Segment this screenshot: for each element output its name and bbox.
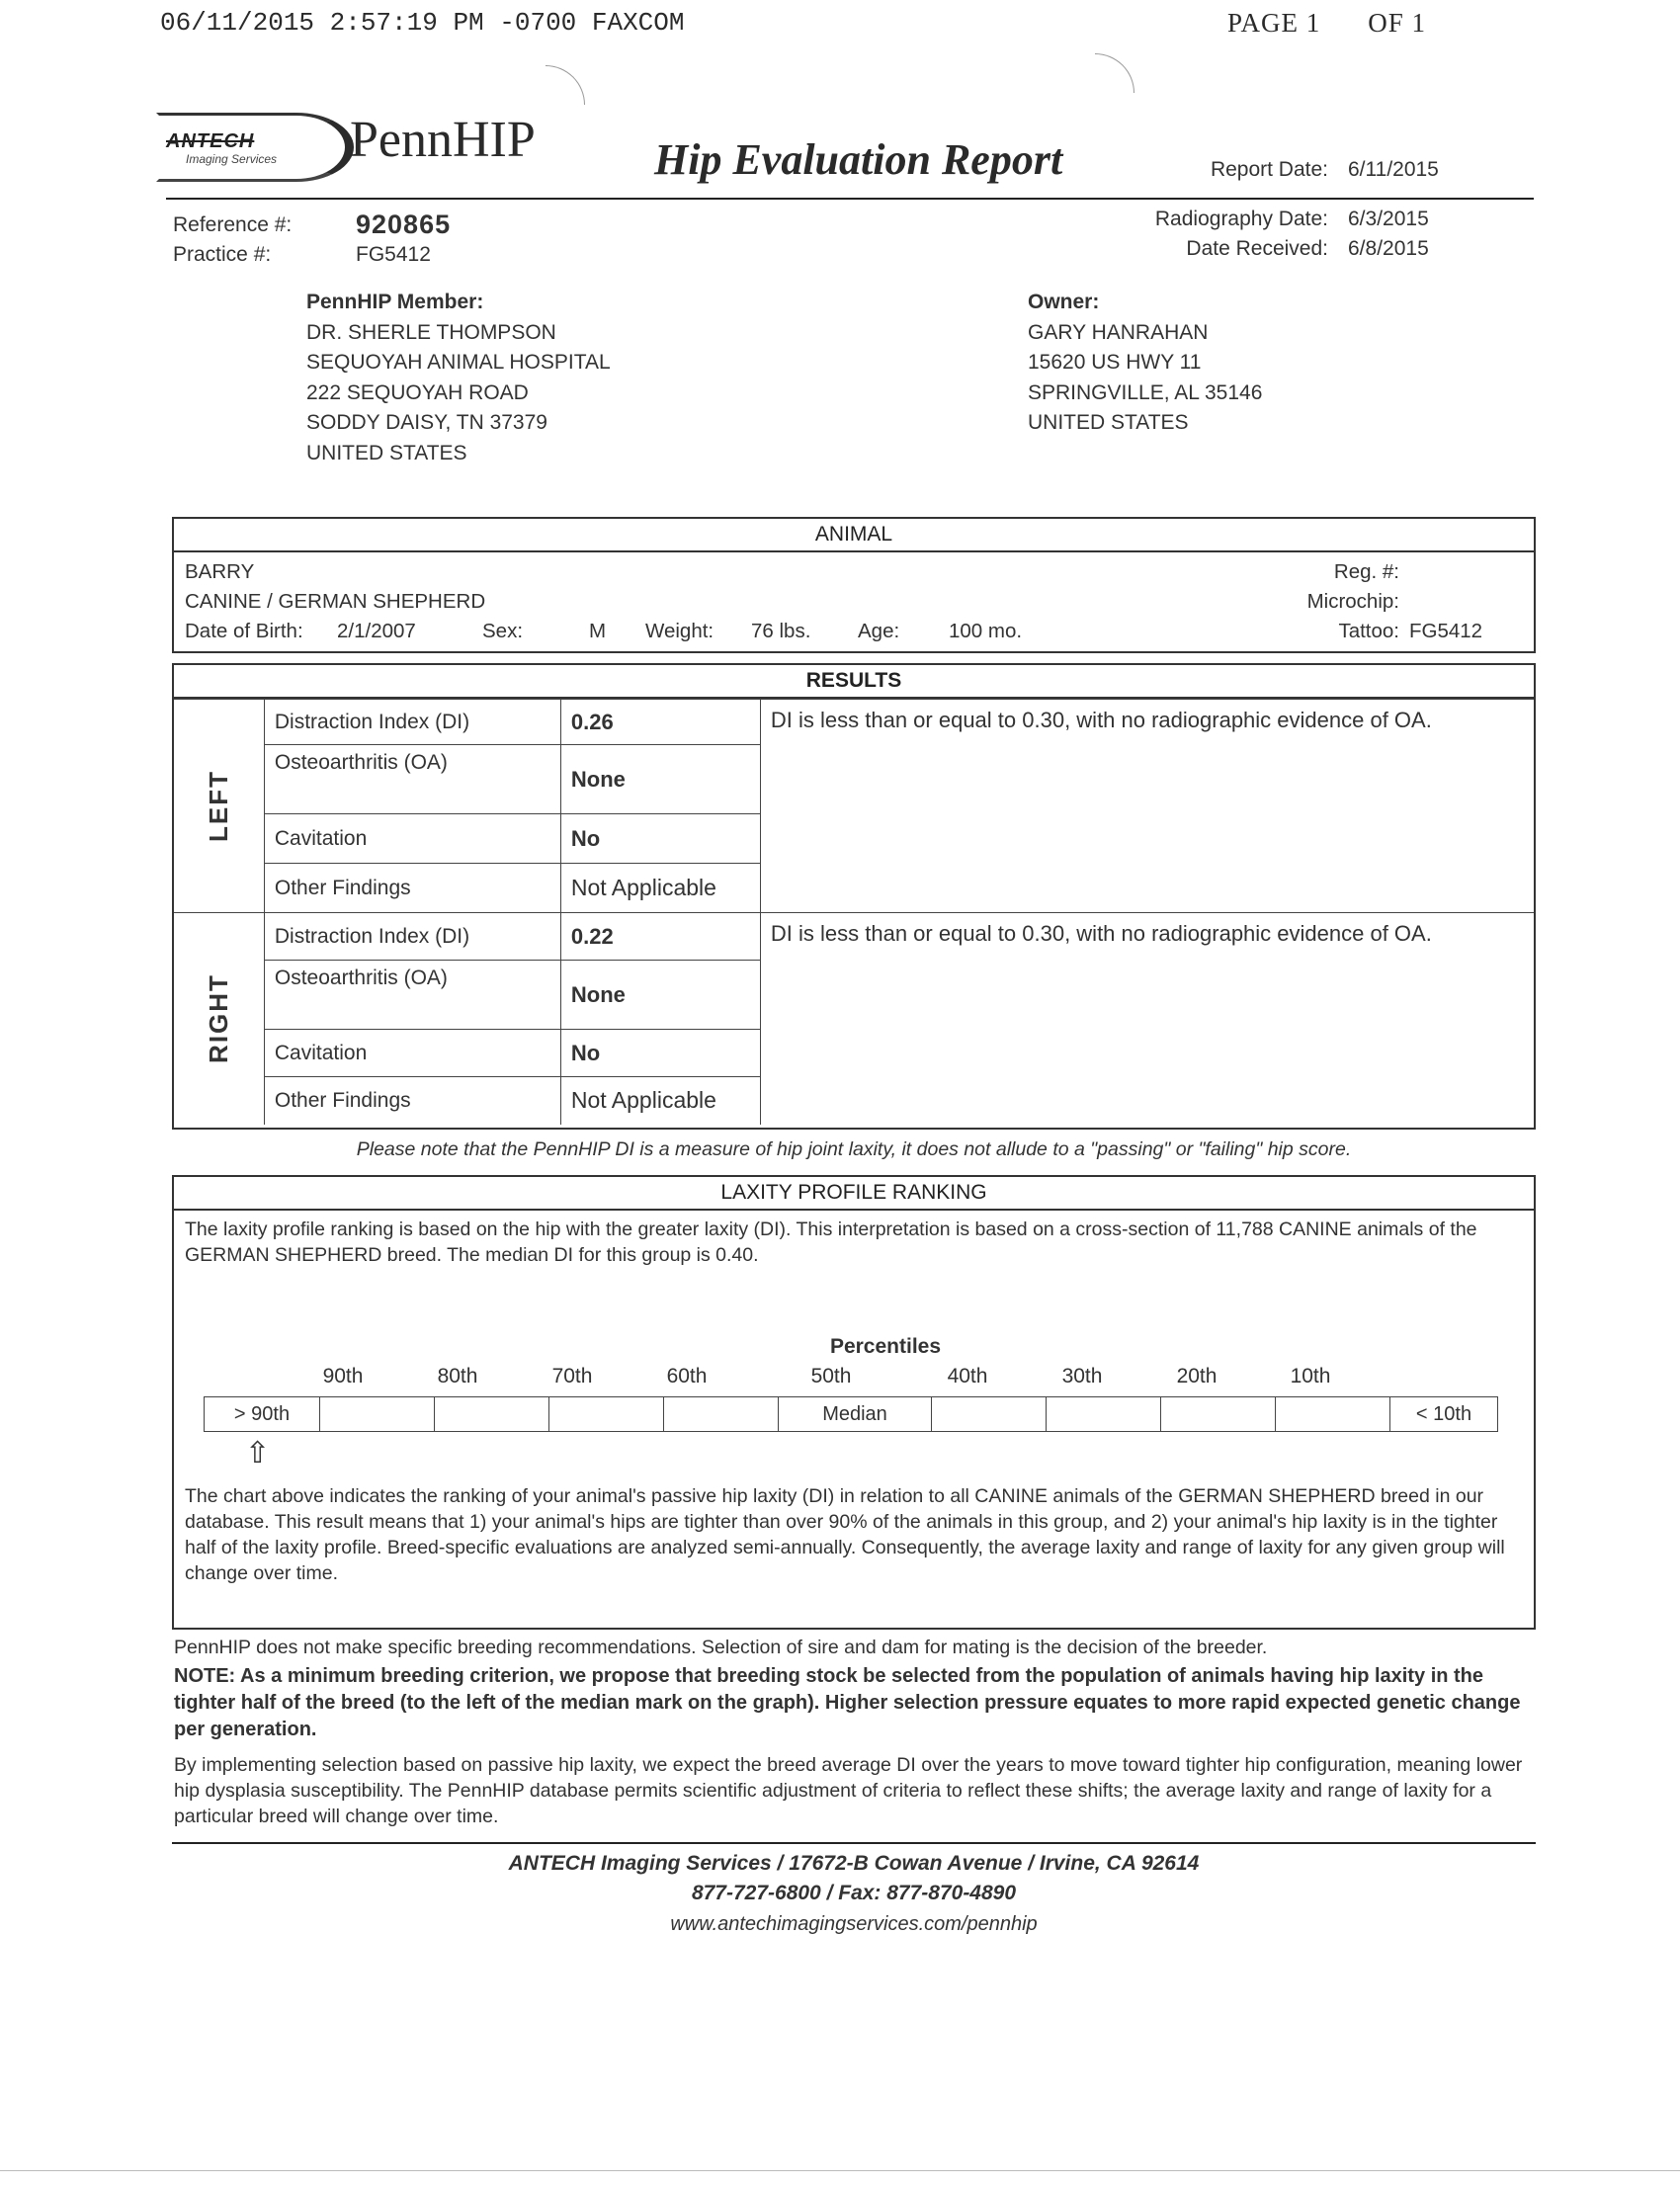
practice-value: FG5412 bbox=[356, 243, 431, 266]
radiography-date-value: 6/3/2015 bbox=[1348, 208, 1429, 230]
percentile-cell bbox=[549, 1397, 664, 1431]
table-row bbox=[174, 913, 1534, 961]
right-side-cell bbox=[174, 913, 264, 1125]
percentile-cell bbox=[664, 1397, 779, 1431]
sex-label: Sex: bbox=[482, 620, 524, 642]
left-side-cell bbox=[174, 700, 264, 913]
dob-label: Date of Birth: bbox=[185, 620, 303, 642]
param-label: Distraction Index (DI) bbox=[264, 700, 560, 745]
scan-artifact bbox=[1095, 53, 1134, 93]
percentile-label: 20th bbox=[1176, 1365, 1218, 1387]
percentile-labels-row bbox=[204, 1365, 1508, 1392]
antech-pennhip-logo bbox=[156, 111, 561, 190]
member-line: 222 SEQUOYAH ROAD bbox=[306, 380, 529, 404]
left-interpretation: DI is less than or equal to 0.30, with no radiographic evidence of OA. bbox=[760, 700, 1534, 913]
reference-value: 920865 bbox=[356, 210, 452, 239]
param-label: Osteoarthritis (OA) bbox=[264, 961, 560, 1030]
member-line: SODDY DAISY, TN 37379 bbox=[306, 411, 547, 434]
percentile-cell-median: Median bbox=[779, 1397, 932, 1431]
left-oa-value: None bbox=[560, 745, 760, 814]
percentile-label: 90th bbox=[322, 1365, 364, 1387]
percentile-cell-below-10: < 10th bbox=[1415, 1402, 1472, 1425]
member-line: UNITED STATES bbox=[306, 441, 467, 464]
reference-label: Reference #: bbox=[173, 213, 293, 236]
percentile-label: 40th bbox=[947, 1365, 988, 1387]
param-label: Other Findings bbox=[264, 1077, 560, 1125]
percentile-cell bbox=[1161, 1397, 1276, 1431]
tattoo-label: Tattoo: bbox=[1338, 620, 1399, 642]
right-other-findings-value: Not Applicable bbox=[560, 1077, 760, 1125]
percentile-cell bbox=[1047, 1397, 1161, 1431]
weight-value: 76 lbs. bbox=[751, 620, 811, 642]
right-cavitation-value: No bbox=[560, 1030, 760, 1077]
member-heading: PennHIP Member: bbox=[306, 291, 484, 313]
percentile-cell bbox=[435, 1397, 549, 1431]
date-received-value: 6/8/2015 bbox=[1348, 237, 1429, 260]
page-label: PAGE 1 bbox=[1227, 8, 1321, 38]
param-label: Other Findings bbox=[264, 864, 560, 913]
param-label: Cavitation bbox=[264, 814, 560, 864]
left-cavitation-value: No bbox=[560, 814, 760, 864]
laxity-explanation: The chart above indicates the ranking of your animal's passive hip laxity (DI) in relation to all CANINE animals of the GERMAN SHEPHERD breed in our database. This result means that 1) your animal's hips are tighter than over 90% of the animals in this group, and 2) your animal's hip laxity is in the tighter half of the laxity profile. Breed-specific evaluations are analyzed semi-annually. Consequently, the average laxity and range of laxity for any given group will change over time. bbox=[185, 1485, 1505, 1584]
animal-section bbox=[172, 517, 1536, 653]
radiography-date-label: Radiography Date: bbox=[1154, 208, 1328, 230]
footer-website-link[interactable]: www.antechimagingservices.com/pennhip bbox=[670, 1913, 1038, 1935]
logo-antech-text: ANTECH bbox=[166, 130, 255, 152]
animal-species-breed: CANINE / GERMAN SHEPHERD bbox=[185, 590, 486, 613]
percentiles-title-text: Percentiles bbox=[829, 1335, 942, 1358]
percentile-label: 60th bbox=[666, 1365, 708, 1387]
member-line: DR. SHERLE THOMPSON bbox=[306, 320, 556, 344]
percentile-cell bbox=[1276, 1397, 1390, 1431]
right-di-value: 0.22 bbox=[560, 913, 760, 961]
breeding-disclaimer: PennHIP does not make specific breeding recommendations. Selection of sire and dam for mating is the decision of the breeder. bbox=[174, 1637, 1268, 1658]
reg-label: Reg. #: bbox=[1333, 560, 1399, 583]
right-side-label: RIGHT bbox=[203, 973, 233, 1064]
page-of-label: OF 1 bbox=[1368, 8, 1427, 38]
owner-line: GARY HANRAHAN bbox=[1028, 320, 1209, 344]
ranking-marker-arrow-icon: ⇧ bbox=[245, 1437, 271, 1470]
member-line: SEQUOYAH ANIMAL HOSPITAL bbox=[306, 351, 611, 374]
animal-name: BARRY bbox=[185, 560, 255, 583]
table-row bbox=[174, 700, 1534, 745]
age-label: Age: bbox=[858, 620, 900, 642]
dob-value: 2/1/2007 bbox=[337, 620, 416, 642]
percentile-cell bbox=[932, 1397, 1047, 1431]
report-title: Hip Evaluation Report bbox=[654, 135, 1063, 184]
tattoo-value: FG5412 bbox=[1409, 620, 1483, 642]
weight-label: Weight: bbox=[645, 620, 714, 642]
percentile-label: 30th bbox=[1061, 1365, 1103, 1387]
practice-label: Practice #: bbox=[173, 243, 272, 266]
logo-pennhip-text: PennHIP bbox=[350, 112, 536, 168]
percentiles-title bbox=[174, 1335, 1538, 1359]
param-label: Cavitation bbox=[264, 1030, 560, 1077]
animal-section-title: ANIMAL bbox=[174, 519, 1534, 552]
age-value: 100 mo. bbox=[949, 620, 1023, 642]
right-interpretation: DI is less than or equal to 0.30, with no radiographic evidence of OA. bbox=[760, 913, 1534, 1125]
selection-paragraph: By implementing selection based on passive hip laxity, we expect the breed average DI over the years to move toward tighter hip configuration, meaning lower hip dysplasia susceptibility. The PennHIP database permits scientific adjustment of criteria to reflect these shifts; the average laxity and range of laxity for a particular breed will change over time. bbox=[174, 1754, 1523, 1827]
percentile-label: 80th bbox=[437, 1365, 478, 1387]
percentile-label: 50th bbox=[810, 1365, 852, 1387]
footer-divider bbox=[172, 1842, 1536, 1844]
scan-edge bbox=[0, 2170, 1680, 2171]
left-other-findings-value: Not Applicable bbox=[560, 864, 760, 913]
footer-address: ANTECH Imaging Services / 17672-B Cowan Avenue / Irvine, CA 92614 bbox=[508, 1852, 1200, 1875]
breeding-criterion-note: NOTE: As a minimum breeding criterion, we propose that breeding stock be selected from the population of animals having hip laxity in the tighter half of the breed (to the left of the median mark on the graph). Higher selection pressure equates to more rapid expected genetic change per generation. bbox=[174, 1665, 1521, 1740]
results-section-title: RESULTS bbox=[174, 665, 1534, 699]
percentile-cell-above-90: > 90th bbox=[205, 1397, 320, 1431]
owner-line: SPRINGVILLE, AL 35146 bbox=[1028, 380, 1263, 404]
scan-artifact bbox=[546, 65, 585, 105]
fax-timestamp: 06/11/2015 2:57:19 PM -0700 FAXCOM bbox=[160, 8, 685, 38]
owner-line: UNITED STATES bbox=[1028, 411, 1189, 434]
fax-page-indicator bbox=[1227, 8, 1473, 39]
report-date-label: Report Date: bbox=[1210, 158, 1328, 181]
footer-phone: 877-727-6800 / Fax: 877-870-4890 bbox=[691, 1882, 1017, 1904]
logo-imaging-services-text: Imaging Services bbox=[186, 152, 278, 166]
percentile-cell bbox=[320, 1397, 435, 1431]
member-address-block bbox=[306, 288, 611, 468]
laxity-section-title: LAXITY PROFILE RANKING bbox=[174, 1177, 1534, 1211]
laxity-section bbox=[172, 1175, 1536, 1630]
di-disclaimer-note: Please note that the PennHIP DI is a measure of hip joint laxity, it does not allude to a "passing" or "failing" hip score. bbox=[356, 1138, 1352, 1160]
percentile-bar bbox=[204, 1396, 1498, 1432]
owner-heading: Owner: bbox=[1028, 291, 1100, 313]
right-oa-value: None bbox=[560, 961, 760, 1030]
owner-address-block bbox=[1028, 288, 1262, 439]
left-di-value: 0.26 bbox=[560, 700, 760, 745]
results-table bbox=[174, 699, 1534, 1125]
microchip-label: Microchip: bbox=[1306, 590, 1399, 613]
header-divider bbox=[166, 198, 1534, 200]
param-label: Osteoarthritis (OA) bbox=[264, 745, 560, 814]
report-date-value: 6/11/2015 bbox=[1348, 158, 1439, 181]
param-label: Distraction Index (DI) bbox=[264, 913, 560, 961]
sex-value: M bbox=[589, 620, 607, 642]
percentile-label: 10th bbox=[1290, 1365, 1331, 1387]
percentile-label: 70th bbox=[551, 1365, 593, 1387]
results-section bbox=[172, 663, 1536, 1130]
laxity-intro: The laxity profile ranking is based on the hip with the greater laxity (DI). This interpretation is based on a cross-section of 11,788 CANINE animals of the GERMAN SHEPHERD breed. The median DI for this group is 0.40. bbox=[185, 1219, 1477, 1266]
date-received-label: Date Received: bbox=[1186, 237, 1328, 260]
left-side-label: LEFT bbox=[203, 770, 233, 842]
owner-line: 15620 US HWY 11 bbox=[1028, 351, 1202, 374]
